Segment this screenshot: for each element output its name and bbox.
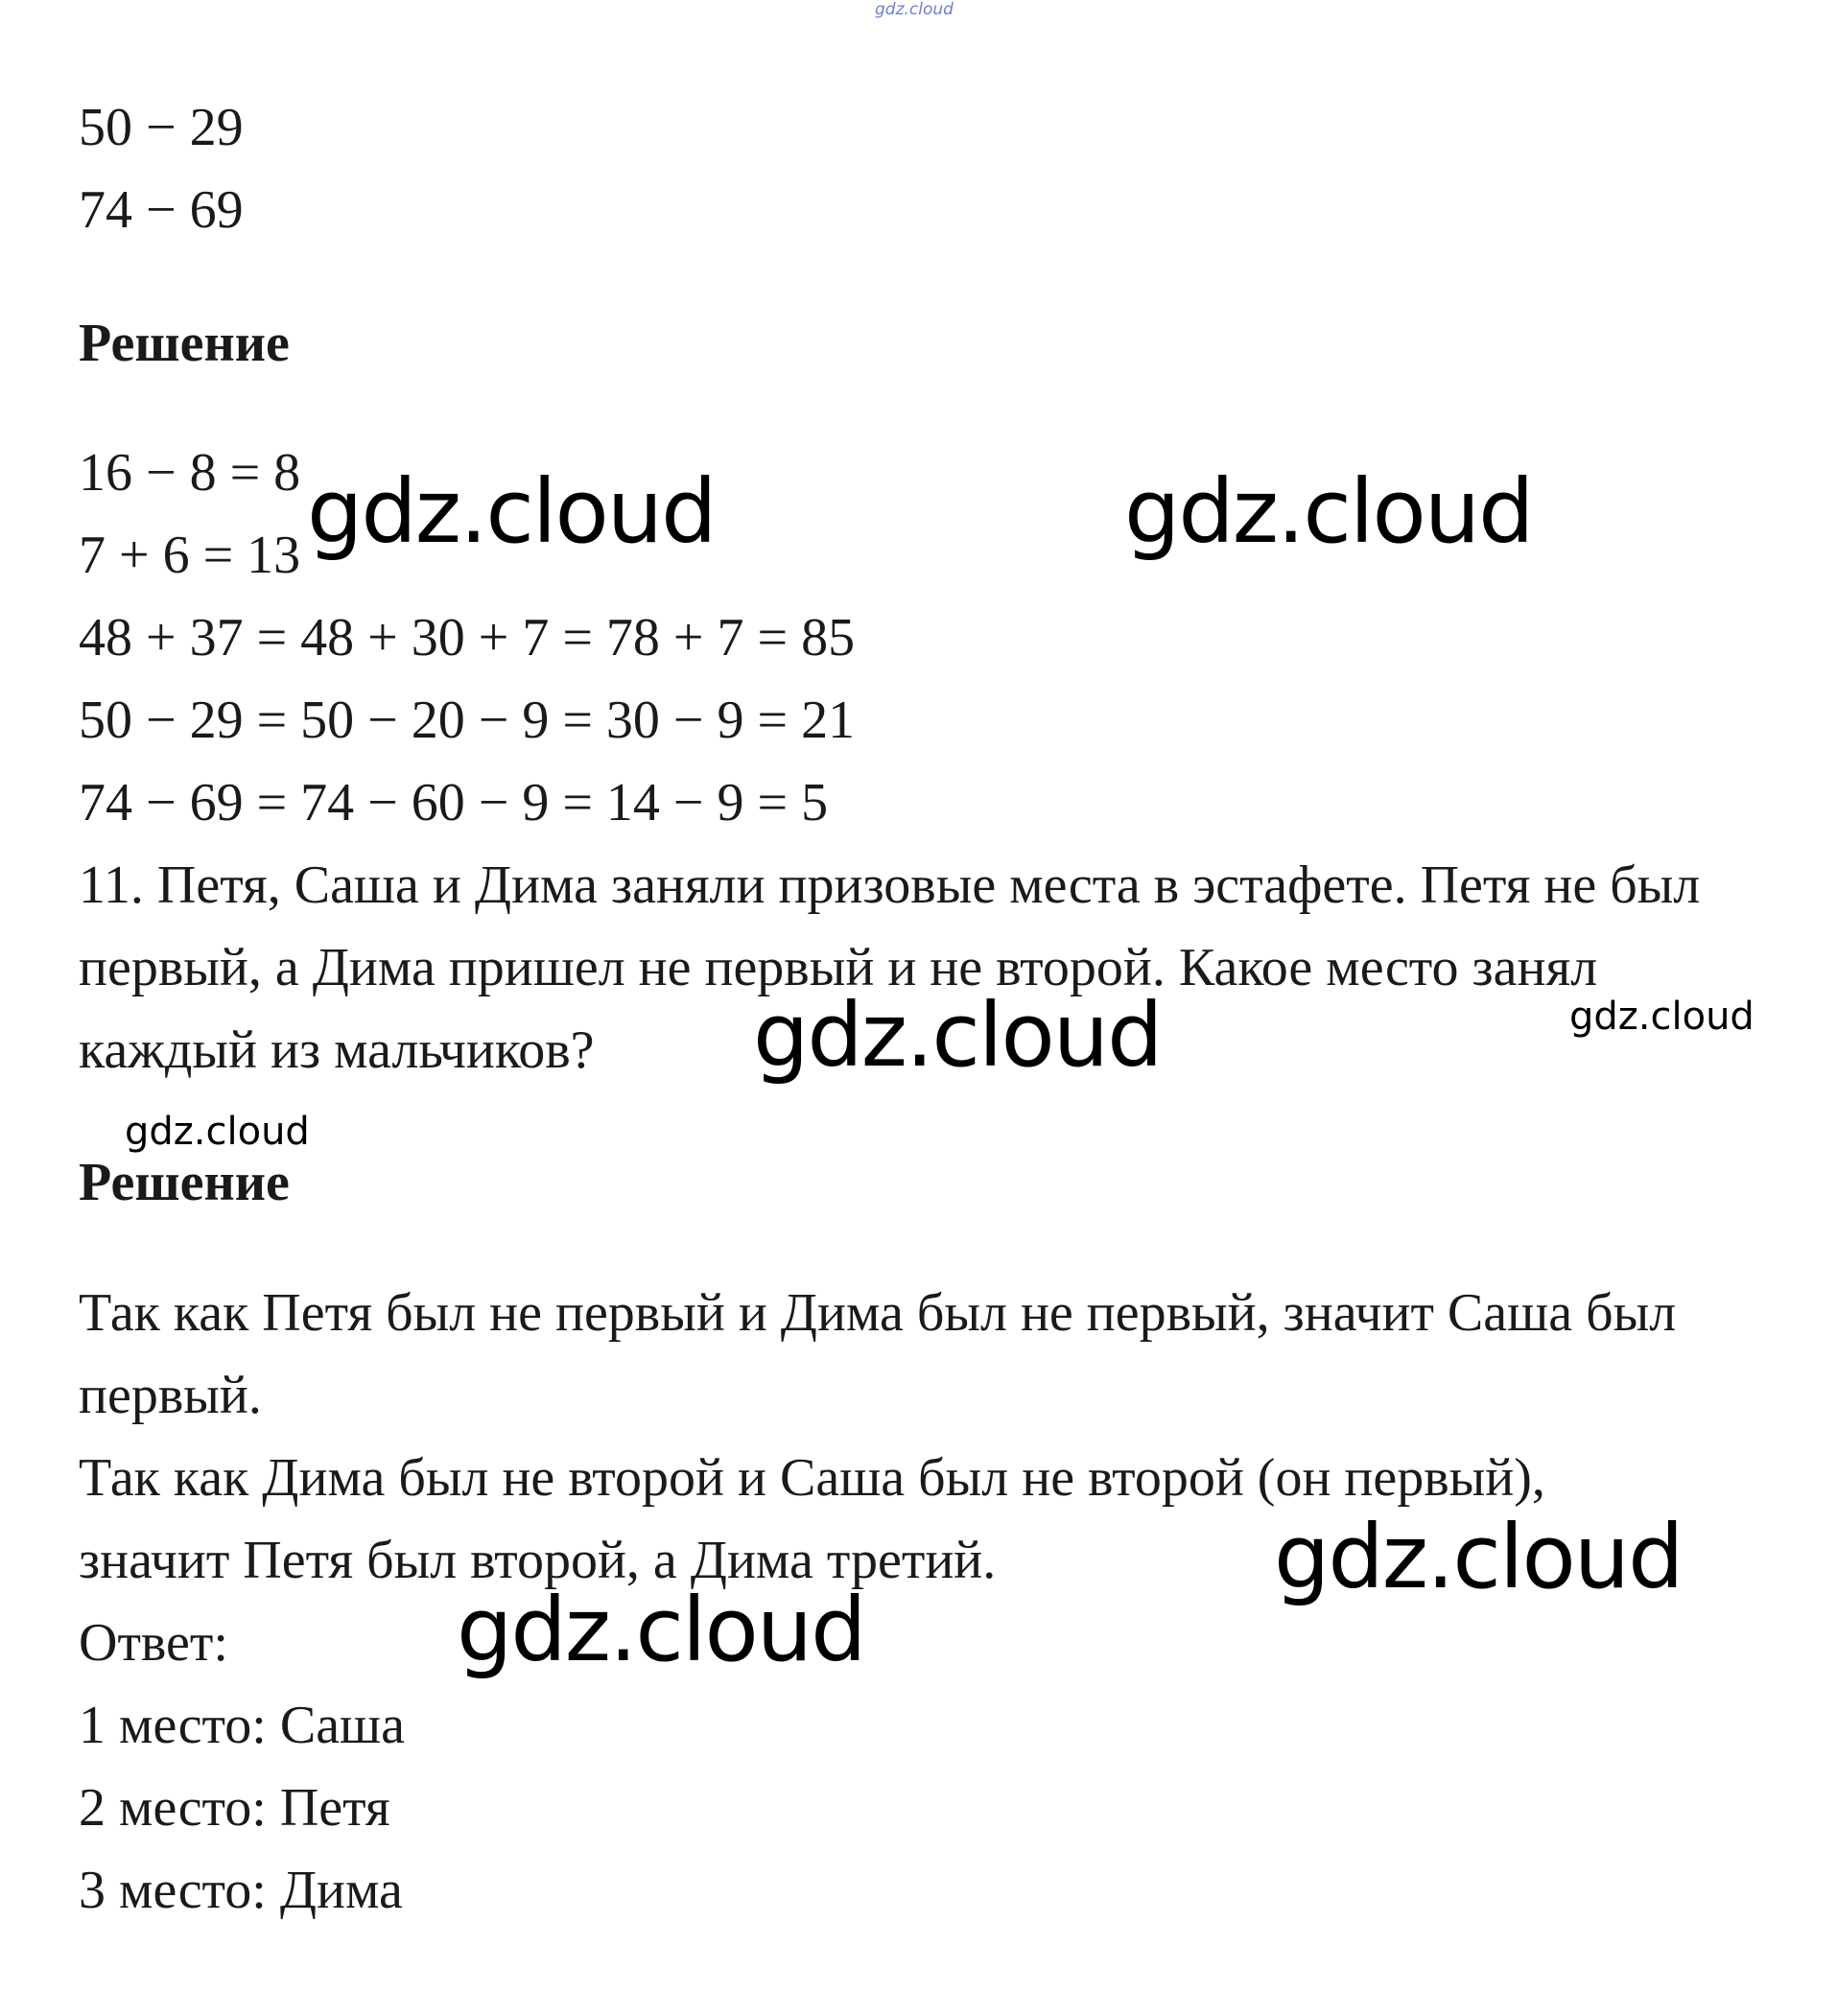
solution-line: 7 + 6 = 13 (79, 526, 301, 585)
watermark: gdz.cloud (753, 984, 1162, 1087)
watermark: gdz.cloud (457, 1579, 865, 1681)
watermark: gdz.cloud (125, 1110, 310, 1154)
solution-line: 50 − 29 = 50 − 20 − 9 = 30 − 9 = 21 (79, 691, 856, 750)
answer-line: 1 место: Саша (79, 1696, 406, 1755)
solution-line: Так как Дима был не второй и Саша был не второй (он первый), (79, 1448, 1545, 1508)
solution-line: значит Петя был второй, а Дима третий. (79, 1531, 997, 1590)
watermark: gdz.cloud (1124, 460, 1533, 563)
answer-line: 2 место: Петя (79, 1778, 390, 1838)
task-line: 50 − 29 (79, 98, 244, 157)
watermark-top: gdz.cloud (875, 0, 954, 19)
answer-line: 3 место: Дима (79, 1861, 403, 1920)
solution-line: 74 − 69 = 74 − 60 − 9 = 14 − 9 = 5 (79, 773, 829, 832)
answer-label: Ответ: (79, 1613, 228, 1673)
watermark: gdz.cloud (1569, 995, 1755, 1039)
task-line: 74 − 69 (79, 180, 244, 240)
solution-line: Так как Петя был не первый и Дима был не первый, значит Саша был (79, 1283, 1677, 1343)
solution-line: 48 + 37 = 48 + 30 + 7 = 78 + 7 = 85 (79, 608, 856, 668)
task-line: каждый из мальчиков? (79, 1020, 595, 1080)
task-line: 11. Петя, Саша и Дима заняли призовые места в эстафете. Петя не был (79, 856, 1701, 915)
solution-line: 16 − 8 = 8 (79, 443, 301, 503)
watermark: gdz.cloud (1274, 1506, 1683, 1608)
task-line: первый, а Дима пришел не первый и не второй. Какое место занял (79, 938, 1598, 997)
watermark: gdz.cloud (307, 460, 716, 563)
solution-heading: Решение (79, 1153, 290, 1212)
solution-heading: Решение (79, 314, 290, 373)
solution-line: первый. (79, 1366, 262, 1425)
